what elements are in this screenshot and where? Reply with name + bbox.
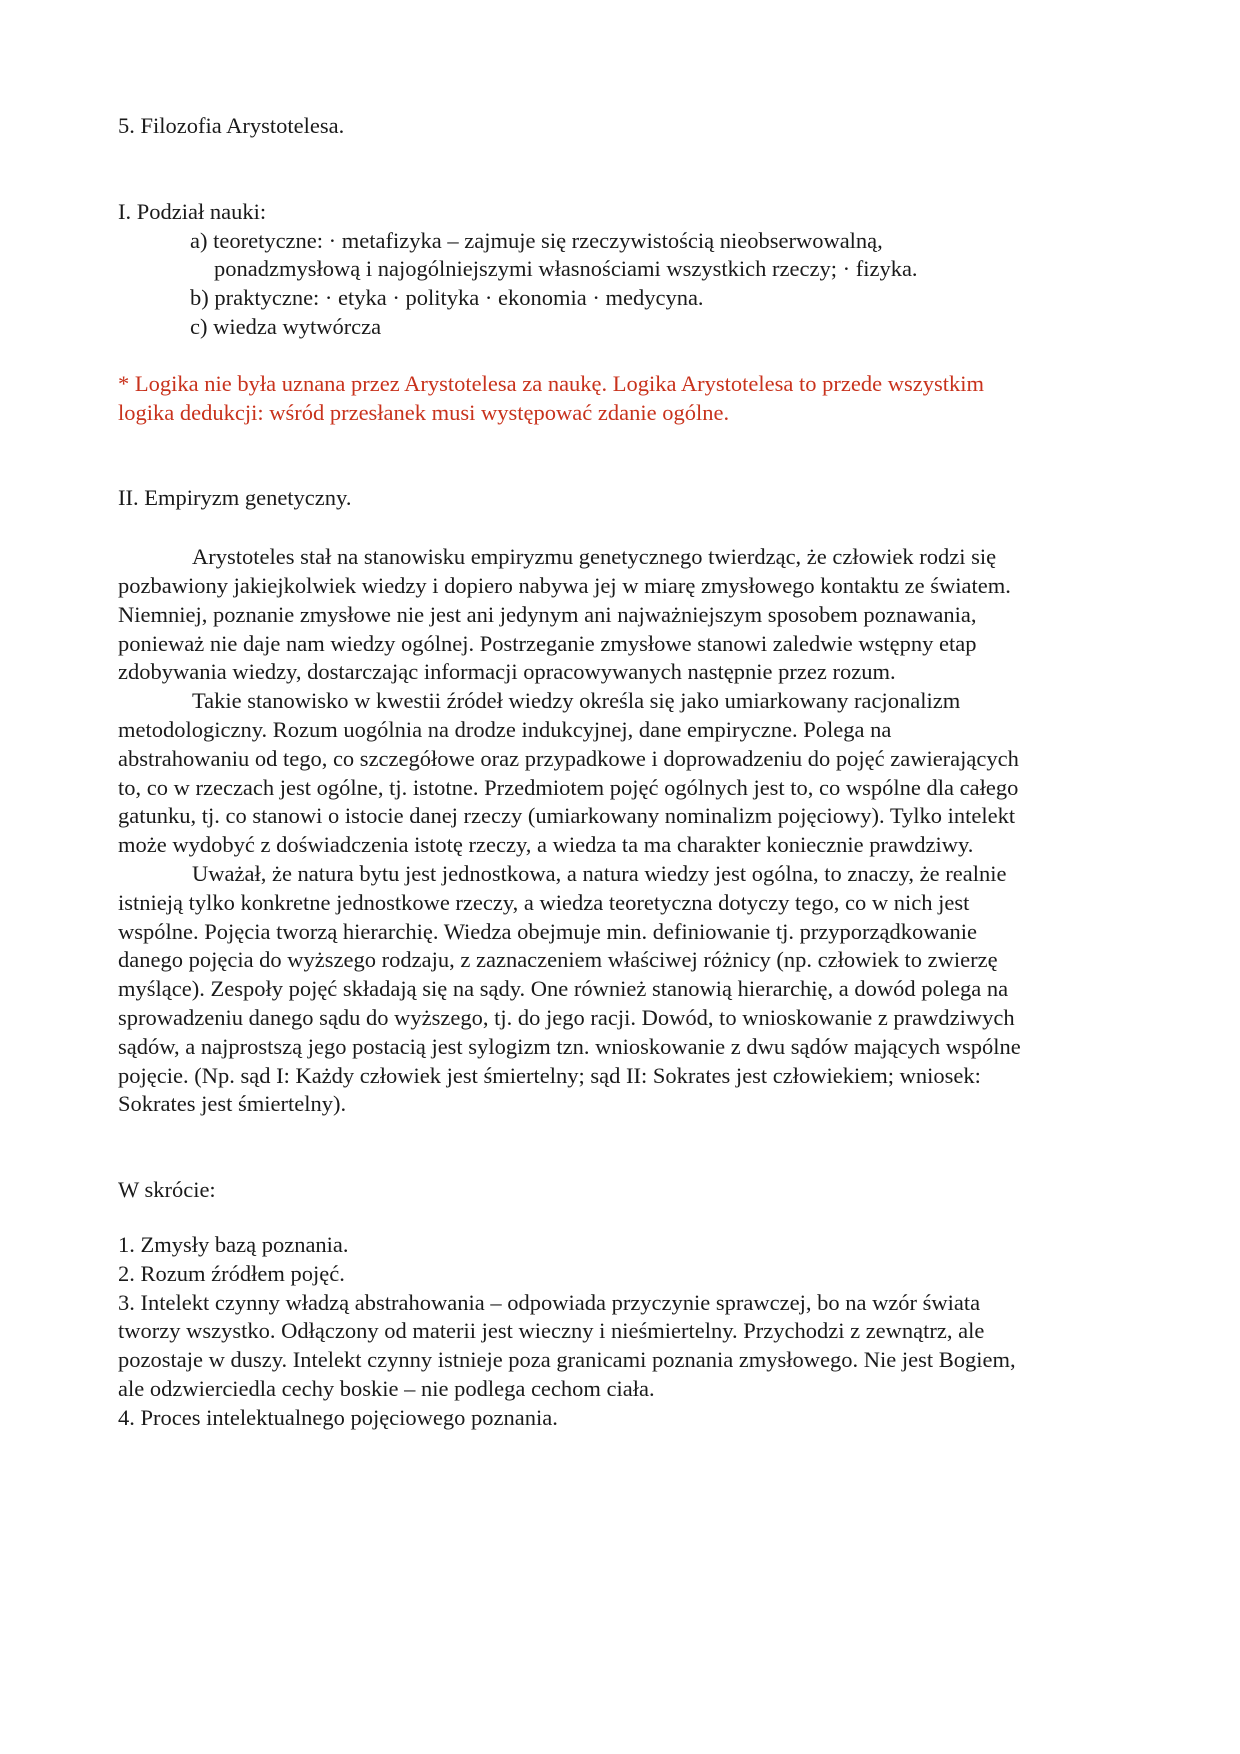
body-line: Uważał, że natura bytu jest jednostkowa, a natura wiedzy jest ogólna, to znaczy, że realnie: [192, 860, 1007, 886]
section1-line: ponadzmysłową i najogólniejszymi własnościami wszystkich rzeczy; · fizyka.: [214, 256, 918, 282]
body-line: może wydobyć z doświadczenia istotę rzeczy, a wiedza ta ma charakter koniecznie prawdziwy.: [118, 832, 974, 858]
spacer: [118, 141, 1128, 198]
summary-item: 3. Intelekt czynny władzą abstrahowania – odpowiada przyczynie sprawczej, bo na wzór świata: [118, 1289, 981, 1315]
body-line: sprowadzeniu danego sądu do wyższego, tj. do jego racji. Dowód, to wnioskowanie z prawdziwych: [118, 1004, 1015, 1030]
section1-line: a) teoretyczne: · metafizyka – zajmuje się rzeczywistością nieobserwowalną,: [190, 227, 883, 253]
note-line: logika dedukcji: wśród przesłanek musi występować zdanie ogólne.: [118, 399, 730, 425]
body-line: pozbawiony jakiejkolwiek wiedzy i dopiero nabywa jej w miarę zmysłowego kontaktu ze światem.: [118, 572, 1011, 598]
body-line: Takie stanowisko w kwestii źródeł wiedzy określa się jako umiarkowany racjonalizm: [192, 688, 961, 714]
document-title: 5. Filozofia Arystotelesa.: [118, 113, 345, 138]
summary-heading: W skrócie:: [118, 1177, 216, 1203]
spacer: [118, 513, 1128, 543]
section2-heading: II. Empiryzm genetyczny.: [118, 485, 352, 511]
body-line: ponieważ nie daje nam wiedzy ogólnej. Postrzeganie zmysłowe stanowi zaledwie wstępny etap: [118, 630, 977, 656]
summary-item: 1. Zmysły bazą poznania.: [118, 1231, 349, 1257]
body-line: gatunku, tj. co stanowi o istocie danej rzeczy (umiarkowany nominalizm pojęciowy). Tylko intelekt: [118, 803, 1016, 829]
body-line: myślące). Zespoły pojęć składają się na sądy. One również stanowią hierarchię, a dowód polega na: [118, 976, 1009, 1002]
summary-item: 2. Rozum źródłem pojęć.: [118, 1260, 345, 1286]
summary-item-continuation: pozostaje w duszy. Intelekt czynny istnieje poza granicami poznania zmysłowego. Nie jest Bogiem,: [118, 1347, 1016, 1373]
body-line: wspólne. Pojęcia tworzą hierarchię. Wiedza obejmuje min. definiowanie tj. przyporządkowanie: [118, 918, 977, 944]
summary-item: 4. Proces intelektualnego pojęciowego poznania.: [118, 1404, 558, 1430]
body-line: to, co w rzeczach jest ogólne, tj. istotne. Przedmiotem pojęć ogólnych jest to, co wspólne dla całego: [118, 774, 1019, 800]
section2-body: [118, 543, 1128, 1119]
section1-line: b) praktyczne: · etyka · polityka · ekonomia · medycyna.: [190, 285, 704, 311]
body-line: Sokrates jest śmiertelny).: [118, 1091, 347, 1117]
spacer: [118, 1205, 1128, 1231]
body-line: sądów, a najprostszą jego postacią jest sylogizm tzn. wnioskowanie z dwu sądów mających wspólne: [118, 1033, 1021, 1059]
summary-list: [118, 1231, 1128, 1433]
body-line: Niemniej, poznanie zmysłowe nie jest ani jedynym ani najważniejszym sposobem poznawania,: [118, 601, 977, 627]
body-line: metodologiczny. Rozum uogólnia na drodze indukcyjnej, dane empiryczne. Polega na: [118, 716, 892, 742]
body-line: danego pojęcia do wyższego rodzaju, z zaznaczeniem właściwej różnicy (np. człowiek to zwierzę: [118, 947, 998, 973]
body-line: istnieją tylko konkretne jednostkowe rzeczy, a wiedza teoretyczna dotyczy tego, co w nich jest: [118, 889, 970, 915]
spacer: [118, 427, 1128, 484]
spacer: [118, 342, 1128, 370]
section1-line: c) wiedza wytwórcza: [190, 313, 382, 339]
summary-item-continuation: tworzy wszystko. Odłączony od materii jest wieczny i nieśmiertelny. Przychodzi z zewnątrz, ale: [118, 1318, 985, 1344]
body-line: zdobywania wiedzy, dostarczając informacji opracowywanych następnie przez rozum.: [118, 659, 896, 685]
spacer: [118, 1119, 1128, 1176]
body-line: pojęcie. (Np. sąd I: Każdy człowiek jest śmiertelny; sąd II: Sokrates jest człowiekiem; wniosek:: [118, 1062, 981, 1088]
logic-note: [118, 370, 1128, 428]
section1-heading: I. Podział nauki:: [118, 198, 267, 224]
body-line: Arystoteles stał na stanowisku empiryzmu genetycznego twierdząc, że człowiek rodzi się: [192, 544, 997, 570]
body-line: abstrahowaniu od tego, co szczegółowe oraz przypadkowe i doprowadzeniu do pojęć zawierających: [118, 745, 1019, 771]
document-page: [118, 112, 1128, 1432]
summary-item-continuation: ale odzwierciedla cechy boskie – nie podlega cechom ciała.: [118, 1375, 655, 1401]
note-line: * Logika nie była uznana przez Arystotelesa za naukę. Logika Arystotelesa to przede wszystkim: [118, 370, 984, 396]
